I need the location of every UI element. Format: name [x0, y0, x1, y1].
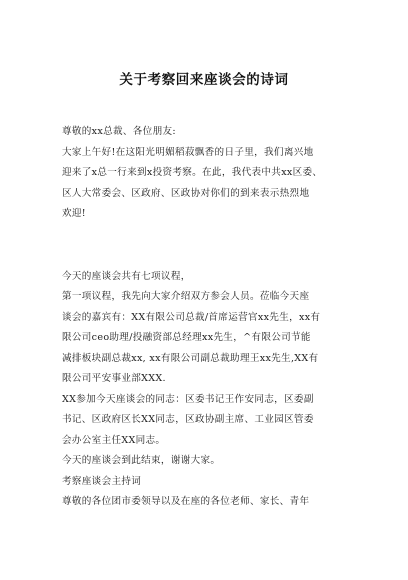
text-line: 欢迎! — [62, 208, 86, 219]
text-line: 考察座谈会主持词 — [62, 475, 142, 487]
text-line: 减排板块副总裁xx, xx有限公司副总裁助理王xx先生,XX有 — [62, 352, 319, 364]
text-line: 会办公室主任XX同志。 — [62, 434, 166, 446]
text-line: 书记、区政府区长XX同志，区政协副主席、工业园区管委 — [62, 414, 314, 425]
text-line: 大家上午好!在这阳光明媚稻菽飘香的日子里，我们离兴地 — [62, 146, 314, 158]
text-line: 今天的座谈会共有七项议程， — [62, 270, 191, 282]
text-line: 今天的座谈会到此结束，谢谢大家。 — [62, 455, 221, 466]
paragraph-gap — [62, 246, 362, 267]
text-line: 尊敬的xx总裁、各位朋友: — [62, 126, 176, 137]
text-line: 迎来了x总一行来到x投资考察。在此，我代表中共xx区委、 — [62, 167, 323, 178]
greeting-paragraph — [62, 122, 362, 225]
text-line: 区人大常委会、区政府、区政协对你们的到来表示热烈地 — [62, 187, 310, 199]
text-line: 限公司ceo助理/投融资部总经理xx先生，^有限公司节能 — [62, 332, 311, 343]
text-line: 谈会的嘉宾有：XX有限公司总裁/首席运营官xx先生，xx有 — [62, 311, 321, 323]
document-body — [62, 122, 362, 513]
text-line: XX参加今天座谈会的同志：区委书记王作安同志，区委副 — [62, 393, 314, 405]
agenda-paragraph — [62, 267, 362, 513]
document-title: 关于考察回来座谈会的诗词 — [119, 72, 289, 88]
paragraph-gap — [62, 225, 362, 246]
text-line: 第一项议程，我先向大家介绍双方参会人员。莅临今天座 — [62, 291, 310, 302]
text-line: 限公司平安事业部XXX. — [62, 373, 166, 384]
text-line: 尊敬的各位团市委领导以及在座的各位老师、家长、青年 — [62, 496, 310, 507]
